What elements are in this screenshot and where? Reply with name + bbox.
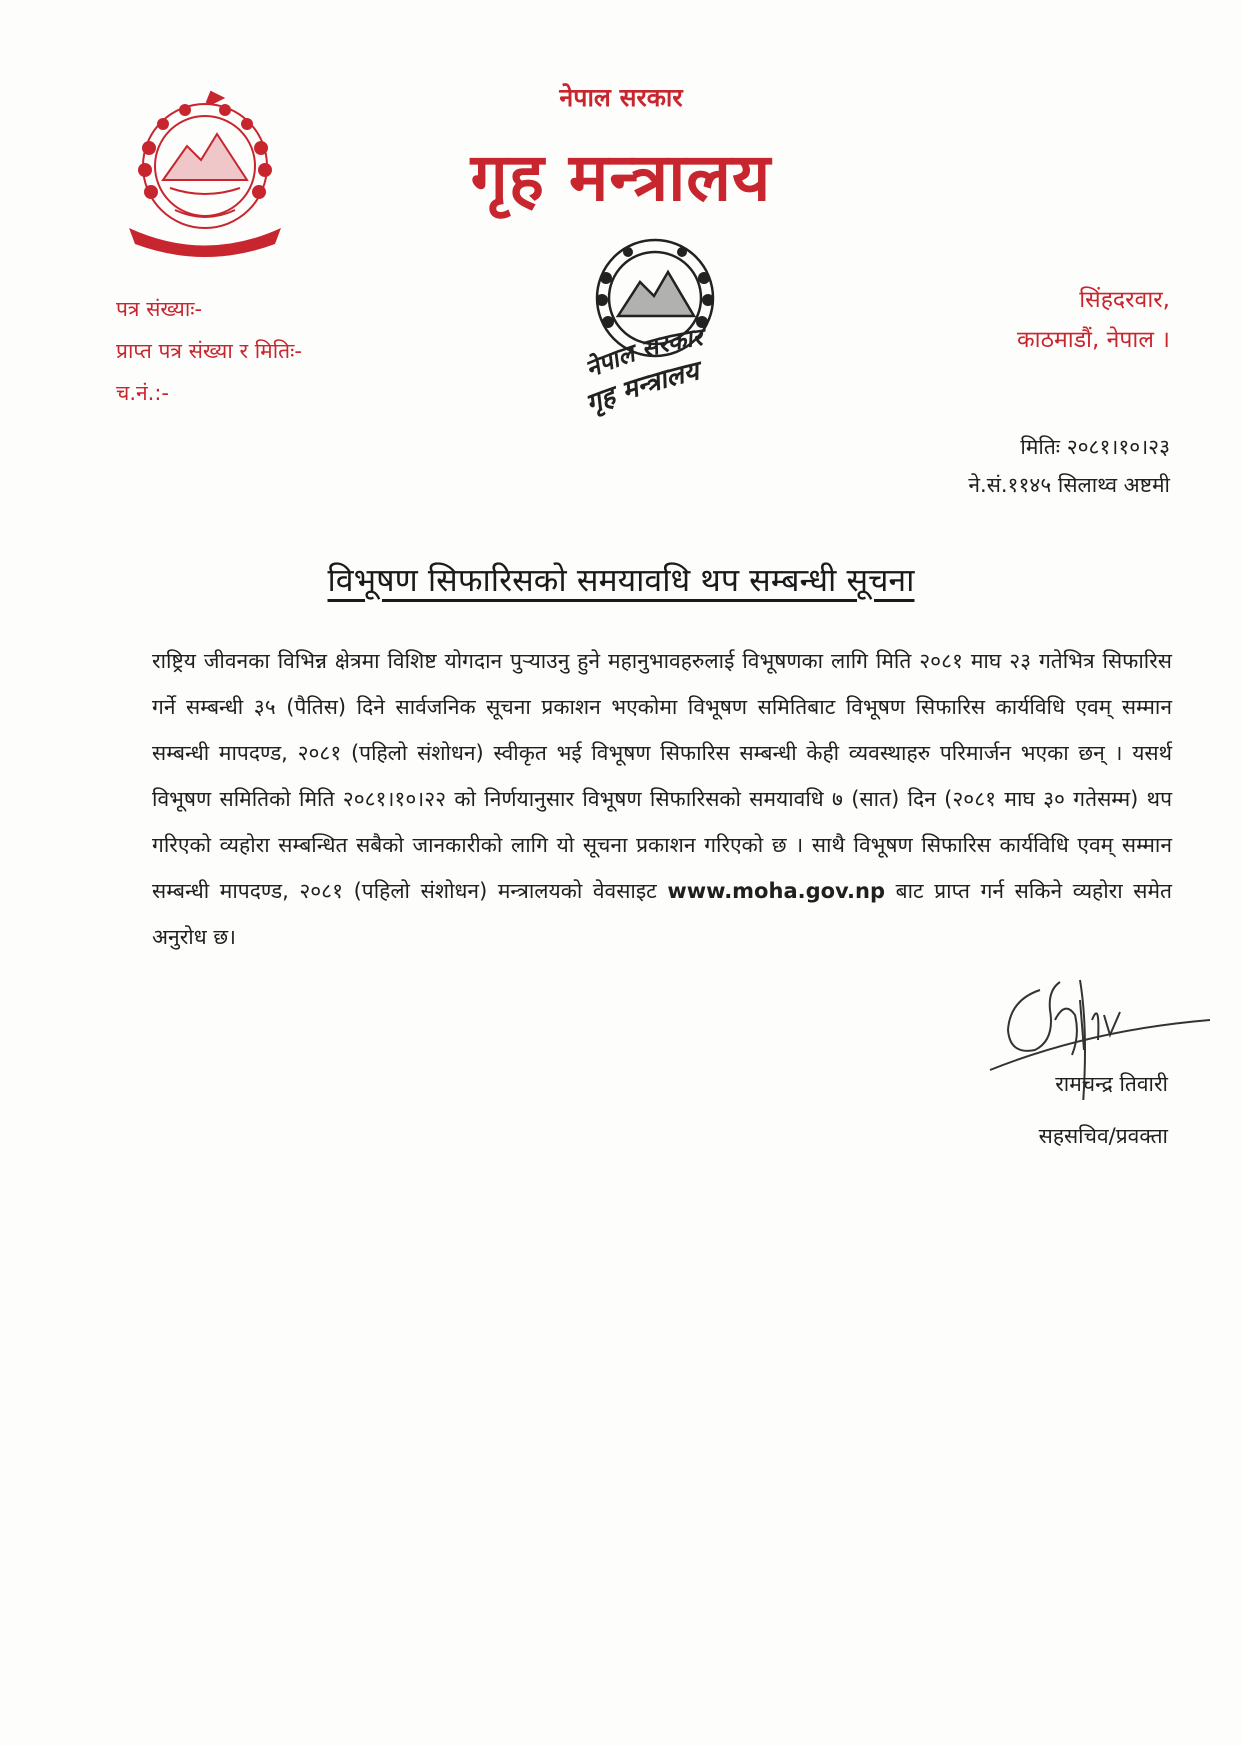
reference-block: [116, 288, 302, 414]
website-url: www.moha.gov.np: [667, 879, 885, 903]
body-text-part-2: बाट प्राप्त गर्न सकिने व्यहोरा समेत अनुरोध छ।: [152, 879, 1172, 949]
body-text-part-1: राष्ट्रिय जीवनका विभिन्न क्षेत्रमा विशिष्ट योगदान पुऱ्याउनु हुने महानुभावहरुलाई विभूषणका लागि मिति २०८१ माघ २३ गतेभित्र सिफारिस गर्ने सम्बन्धी ३५ (पैतिस) दिने सार्वजनिक सूचना प्रकाशन भएकोमा विभूषण समितिबाट विभूषण सिफारिस कार्यविधि एवम् सम्मान सम्बन्धी मापदण्ड, २०८१ (पहिलो संशोधन) स्वीकृत भई विभूषण सिफारिस सम्बन्धी केही व्यवस्थाहरु परिमार्जन भएका छन् । यसर्थ विभूषण समितिको मिति २०८१।१०।२२ को निर्णयानुसार विभूषण सिफारिसको समयावधि ७ (सात) दिन (२०८१ माघ ३० गतेसम्म) थप गरिएको व्यहोरा सम्बन्धित सबैको जानकारीको लागि यो सूचना प्रकाशन गरिएको छ । साथै विभूषण सिफारिस कार्यविधि एवम् सम्मान सम्बन्धी मापदण्ड, २०८१ (पहिलो संशोधन) मन्त्रालयको वेवसाइट: [152, 649, 1172, 903]
notice-body: [152, 638, 1172, 960]
signatory-title: सहसचिव/प्रवक्ता: [1038, 1124, 1168, 1148]
date-block: [968, 428, 1170, 504]
government-name: नेपाल सरकार: [559, 83, 683, 112]
address-line-1: सिंहदरवार,: [1079, 287, 1170, 313]
seal-top-text: नेपाल सरकार: [581, 323, 705, 384]
notice-subject: विभूषण सिफारिसको समयावधि थप सम्बन्धी सूचना: [327, 561, 915, 599]
ministry-seal-stamp: [570, 228, 785, 428]
signatory-name: रामचन्द्र तिवारी: [1055, 1072, 1168, 1096]
letter-number-label: पत्र संख्याः-: [116, 297, 203, 321]
nepal-sambat-date: ने.सं.११४५ सिलाथ्व अष्टमी: [968, 473, 1170, 497]
address-line-2: काठमाडौं, नेपाल ।: [1017, 327, 1170, 353]
seal-bottom-text: गृह मन्त्रालय: [581, 356, 702, 420]
ministry-name: गृह मन्त्रालय: [470, 139, 772, 216]
issue-date: मितिः २०८१।१०।२३: [1020, 435, 1170, 459]
dispatch-number-label: च.नं.:-: [116, 381, 169, 405]
office-address: [1017, 280, 1170, 360]
received-letter-label: प्राप्त पत्र संख्या र मितिः-: [116, 339, 302, 363]
